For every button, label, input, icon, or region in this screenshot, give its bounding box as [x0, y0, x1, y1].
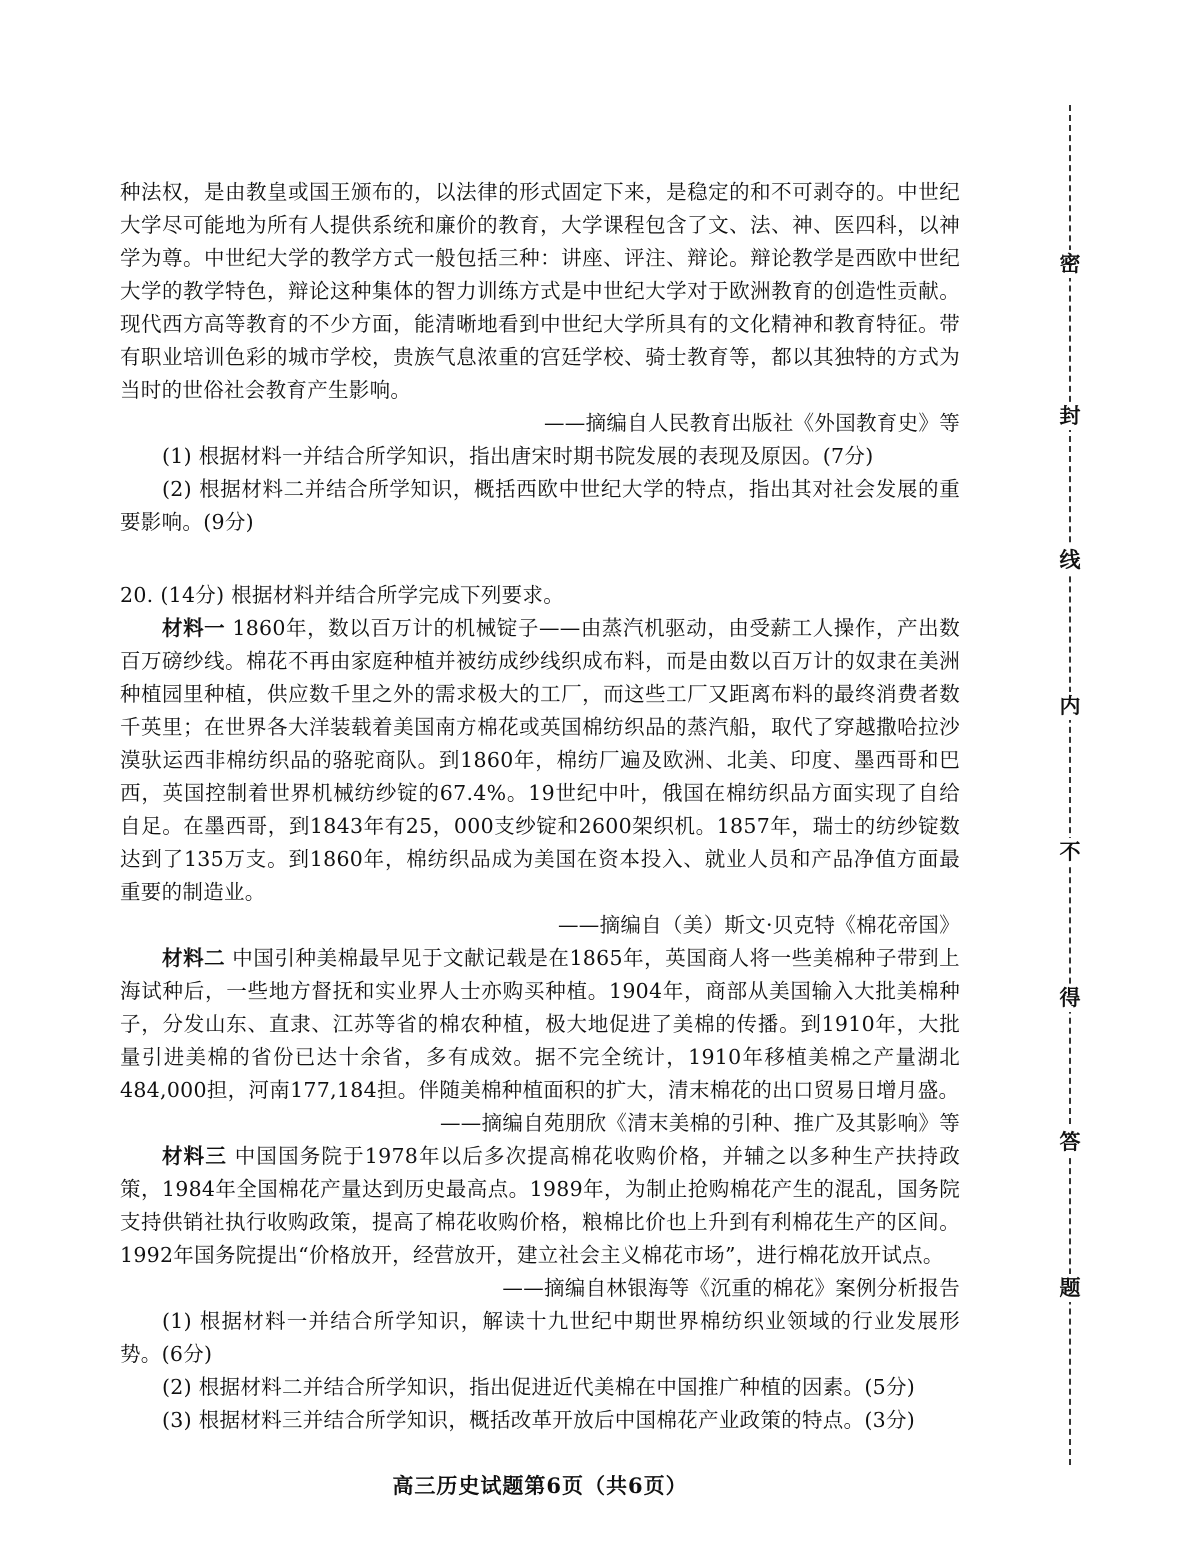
binding-char-8: 题: [1057, 1274, 1083, 1302]
q20-heading: 20. (14分) 根据材料并结合所学完成下列要求。: [120, 583, 565, 607]
q20-material-2: [120, 942, 960, 1107]
material-3-text: 中国国务院于1978年以后多次提高棉花收购价格，并辅之以多种生产扶持政策，1984年全国棉花产量达到历史最高点。1989年，为制止抢购棉花产生的混乱，国务院支持供销社执行收购政策，提高了棉花收购价格，粮棉比价也上升到有利棉花生产的区间。1992年国务院提出“价格放开，经营放开，建立社会主义棉花市场”，进行棉花放开试点。: [120, 1144, 960, 1267]
material-3-label: 材料三: [162, 1144, 228, 1168]
binding-char-2: 封: [1057, 402, 1083, 430]
q19-subquestion-1: (1) 根据材料一并结合所学知识，指出唐宋时期书院发展的表现及原因。(7分): [162, 444, 874, 468]
q20-subquestion-1: (1) 根据材料一并结合所学知识，解读十九世纪中期世界棉纺织业领域的行业发展形势。(6分): [120, 1309, 960, 1366]
material-2-text: 中国引种美棉最早见于文献记载是在1865年，英国商人将一些美棉种子带到上海试种后，一些地方督抚和实业界人士亦购买种植。1904年，商部从美国输入大批美棉种子，分发山东、直隶、江苏等省的棉农种植，极大地促进了美棉的传播。到1910年，大批量引进美棉的省份已达十余省，多有成效。据不完全统计，1910年移植美棉之产量湖北484,000担，河南177,184担。伴随美棉种植面积的扩大，清末棉花的出口贸易日增月盛。: [120, 946, 960, 1102]
exam-page: [120, 176, 960, 1437]
material-1-label: 材料一: [162, 616, 226, 640]
material-2-label: 材料二: [162, 946, 226, 970]
binding-char-6: 得: [1057, 984, 1083, 1012]
material-1-text: 1860年，数以百万计的机械锭子——由蒸汽机驱动，由受薪工人操作，产出数百万磅纱线。棉花不再由家庭种植并被纺成纱线织成布料，而是由数以百万计的奴隶在美洲种植园里种植，供应数千里之外的需求极大的工厂，而这些工厂又距离布料的最终消费者数千英里；在世界各大洋装载着美国南方棉花或英国棉纺织品的蒸汽船，取代了穿越撒哈拉沙漠驮运西非棉纺织品的骆驼商队。到1860年，棉纺厂遍及欧洲、北美、印度、墨西哥和巴西，英国控制着世界机械纺纱锭的67.4%。19世纪中叶，俄国在棉纺织品方面实现了自给自足。在墨西哥，到1843年有25，000支纱锭和2600架织机。1857年，瑞士的纺纱锭数达到了135万支。到1860年，棉纺织品成为美国在资本投入、就业人员和产品净值方面最重要的制造业。: [120, 616, 960, 904]
page-footer: 高三历史试题第6页（共6页）: [392, 1473, 688, 1498]
binding-char-3: 线: [1057, 546, 1083, 574]
binding-char-5: 不: [1057, 838, 1083, 866]
q19-subquestion-2: (2) 根据材料二并结合所学知识，概括西欧中世纪大学的特点，指出其对社会发展的重要影响。(9分): [120, 477, 960, 534]
material-3-source: ——摘编自林银海等《沉重的棉花》案例分析报告: [502, 1276, 960, 1300]
q20-material-3: [120, 1140, 960, 1272]
q20-subquestion-3: (3) 根据材料三并结合所学知识，概括改革开放后中国棉花产业政策的特点。(3分): [162, 1408, 916, 1432]
q20-subquestion-2: (2) 根据材料二并结合所学知识，指出促进近代美棉在中国推广种植的因素。(5分): [162, 1375, 916, 1399]
material-2-source: ——摘编自苑朋欣《清末美棉的引种、推广及其影响》等: [440, 1111, 960, 1135]
binding-dashed-line: [1069, 105, 1071, 1465]
binding-char-7: 答: [1057, 1128, 1083, 1156]
q20-material-1: [120, 612, 960, 909]
q19-source: ——摘编自人民教育出版社《外国教育史》等: [544, 411, 960, 435]
binding-char-1: 密: [1057, 250, 1083, 278]
binding-char-4: 内: [1057, 692, 1083, 720]
material-1-source: ——摘编自（美）斯文·贝克特《棉花帝国》: [557, 913, 960, 937]
spacer: [120, 539, 960, 579]
material2-continuation: 种法权，是由教皇或国王颁布的，以法律的形式固定下来，是稳定的和不可剥夺的。中世纪大学尽可能地为所有人提供系统和廉价的教育，大学课程包含了文、法、神、医四科，以神学为尊。中世纪大学的教学方式一般包括三种：讲座、评注、辩论。辩论教学是西欧中世纪大学的教学特色，辩论这种集体的智力训练方式是中世纪大学对于欧洲教育的创造性贡献。现代西方高等教育的不少方面，能清晰地看到中世纪大学所具有的文化精神和教育特征。带有职业培训色彩的城市学校，贵族气息浓重的宫廷学校、骑士教育等，都以其独特的方式为当时的世俗社会教育产生影响。: [120, 180, 960, 402]
